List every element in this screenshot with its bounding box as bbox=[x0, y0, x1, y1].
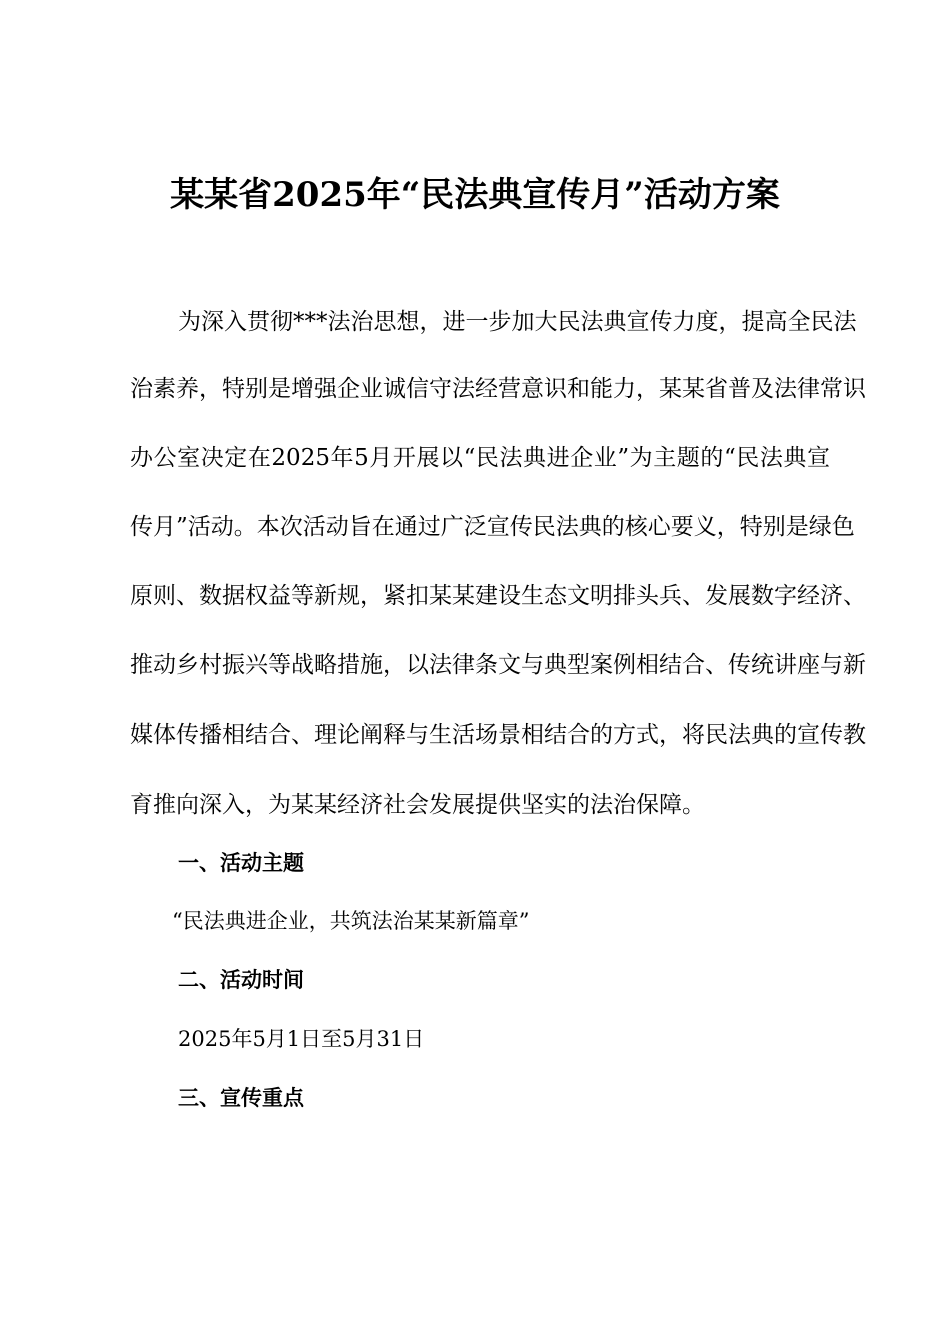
intro-paragraph-line: 育推向深入，为某某经济社会发展提供坚实的法治保障。 bbox=[130, 792, 705, 818]
document-title: 某某省2025年“民法典宣传月”活动方案 bbox=[170, 175, 780, 215]
intro-paragraph-line: 治素养，特别是增强企业诚信守法经营意识和能力，某某省普及法律常识 bbox=[130, 376, 866, 402]
section-heading-time: 二、活动时间 bbox=[178, 967, 304, 992]
intro-paragraph-line: 为深入贯彻***法治思想，进一步加大民法典宣传力度，提高全民法 bbox=[178, 309, 857, 335]
intro-paragraph-line: 推动乡村振兴等战略措施，以法律条文与典型案例相结合、传统讲座与新 bbox=[130, 652, 866, 678]
intro-paragraph-line: 传月”活动。本次活动旨在通过广泛宣传民法典的核心要义，特别是绿色 bbox=[130, 514, 855, 540]
section-heading-focus: 三、宣传重点 bbox=[178, 1085, 304, 1110]
intro-paragraph-line: 原则、数据权益等新规，紧扣某某建设生态文明排头兵、发展数字经济、 bbox=[130, 583, 866, 609]
intro-paragraph-line: 办公室决定在2025年5月开展以“民法典进企业”为主题的“民法典宣 bbox=[130, 445, 830, 471]
section-content-time: 2025年5月1日至5月31日 bbox=[178, 1027, 425, 1051]
section-heading-theme: 一、活动主题 bbox=[178, 850, 304, 875]
section-content-theme: “民法典进企业，共筑法治某某新篇章” bbox=[172, 909, 530, 933]
intro-paragraph-line: 媒体传播相结合、理论阐释与生活场景相结合的方式，将民法典的宣传教 bbox=[130, 722, 866, 748]
